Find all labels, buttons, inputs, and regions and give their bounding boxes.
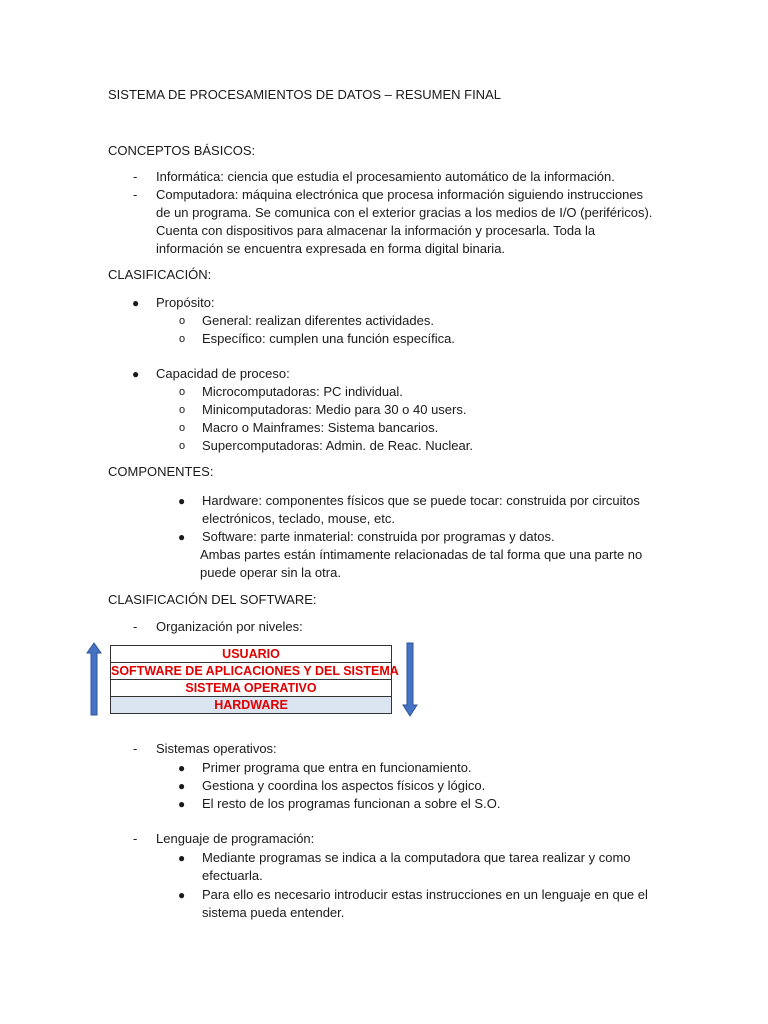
note-line1: Ambas partes están íntimamente relacionadas de tal forma que una parte no [200, 547, 643, 562]
up-arrow-icon [86, 642, 102, 716]
bullet-icon: ● [178, 761, 186, 775]
bullet-icon: ● [178, 779, 186, 793]
bullet-icon: ● [178, 797, 186, 811]
bullet-icon: ● [178, 494, 186, 508]
circle-bullet-icon: o [179, 404, 186, 416]
dash-bullet: - [133, 831, 138, 846]
subitem-mini: Minicomputadoras: Medio para 30 o 40 users. [202, 402, 467, 417]
item-hardware-line2: electrónicos, teclado, mouse, etc. [202, 511, 395, 526]
item-proposito: Propósito: [156, 295, 215, 310]
circle-bullet-icon: o [179, 333, 186, 345]
level-software-aplicaciones: SOFTWARE DE APLICACIONES Y DEL SISTEMA [111, 664, 399, 678]
lenguaje-item1-line2: efectuarla. [202, 868, 263, 883]
subitem-macro: Macro o Mainframes: Sistema bancarios. [202, 420, 439, 435]
subitem-especifico: Específico: cumplen una función específica. [202, 331, 455, 346]
dash-bullet: - [133, 169, 138, 184]
item-computadora-line3: Cuenta con dispositivos para almacenar la información y procesarla. Toda la [156, 223, 596, 238]
item-lenguaje: Lenguaje de programación: [156, 831, 315, 846]
item-sistemas-operativos: Sistemas operativos: [156, 741, 277, 756]
item-hardware-line1: Hardware: componentes físicos que se puede tocar: construida por circuitos [202, 493, 640, 508]
circle-bullet-icon: o [179, 440, 186, 452]
item-organizacion: Organización por niveles: [156, 619, 303, 634]
so-item-3: El resto de los programas funcionan a sobre el S.O. [202, 796, 501, 811]
levels-table [110, 645, 399, 714]
level-usuario: USUARIO [110, 645, 392, 663]
heading-componentes: COMPONENTES: [108, 464, 214, 479]
bullet-icon: ● [178, 851, 186, 865]
heading-clasificacion: CLASIFICACIÓN: [108, 267, 212, 282]
lenguaje-item2-line1: Para ello es necesario introducir estas instrucciones en un lenguaje en que el [202, 887, 648, 902]
dash-bullet: - [133, 741, 138, 756]
item-capacidad: Capacidad de proceso: [156, 366, 290, 381]
bullet-icon: ● [178, 888, 186, 902]
dash-bullet: - [133, 619, 138, 634]
heading-conceptos: CONCEPTOS BÁSICOS: [108, 143, 256, 158]
item-computadora-line2: de un programa. Se comunica con el exterior gracias a los medios de I/O (periféricos). [156, 205, 653, 220]
item-software: Software: parte inmaterial: construida por programas y datos. [202, 529, 555, 544]
lenguaje-item2-line2: sistema pueda entender. [202, 905, 345, 920]
dash-bullet: - [133, 187, 138, 202]
item-computadora-line1: Computadora: máquina electrónica que procesa información siguiendo instrucciones [156, 187, 644, 202]
lenguaje-item1-line1: Mediante programas se indica a la computadora que tarea realizar y como [202, 850, 631, 865]
so-item-1: Primer programa que entra en funcionamiento. [202, 760, 472, 775]
bullet-icon: ● [132, 296, 140, 310]
bullet-icon: ● [178, 530, 186, 544]
heading-clasif-software: CLASIFICACIÓN DEL SOFTWARE: [108, 592, 317, 607]
level-sistema-operativo: SISTEMA OPERATIVO [110, 680, 392, 697]
bullet-icon: ● [132, 367, 140, 381]
circle-bullet-icon: o [179, 422, 186, 434]
document-title: SISTEMA DE PROCESAMIENTOS DE DATOS – RESUMEN FINAL [108, 87, 501, 102]
subitem-micro: Microcomputadoras: PC individual. [202, 384, 403, 399]
subitem-super: Supercomputadoras: Admin. de Reac. Nuclear. [202, 438, 473, 453]
subitem-general: General: realizan diferentes actividades. [202, 313, 434, 328]
note-line2: puede operar sin la otra. [200, 565, 341, 580]
level-hardware: HARDWARE [110, 697, 392, 714]
circle-bullet-icon: o [179, 386, 186, 398]
item-computadora-line4: información se encuentra expresada en forma digital binaria. [156, 241, 506, 256]
down-arrow-icon [402, 642, 418, 718]
circle-bullet-icon: o [179, 315, 186, 327]
item-informatica: Informática: ciencia que estudia el procesamiento automático de la información. [156, 169, 615, 184]
so-item-2: Gestiona y coordina los aspectos físicos y lógico. [202, 778, 486, 793]
